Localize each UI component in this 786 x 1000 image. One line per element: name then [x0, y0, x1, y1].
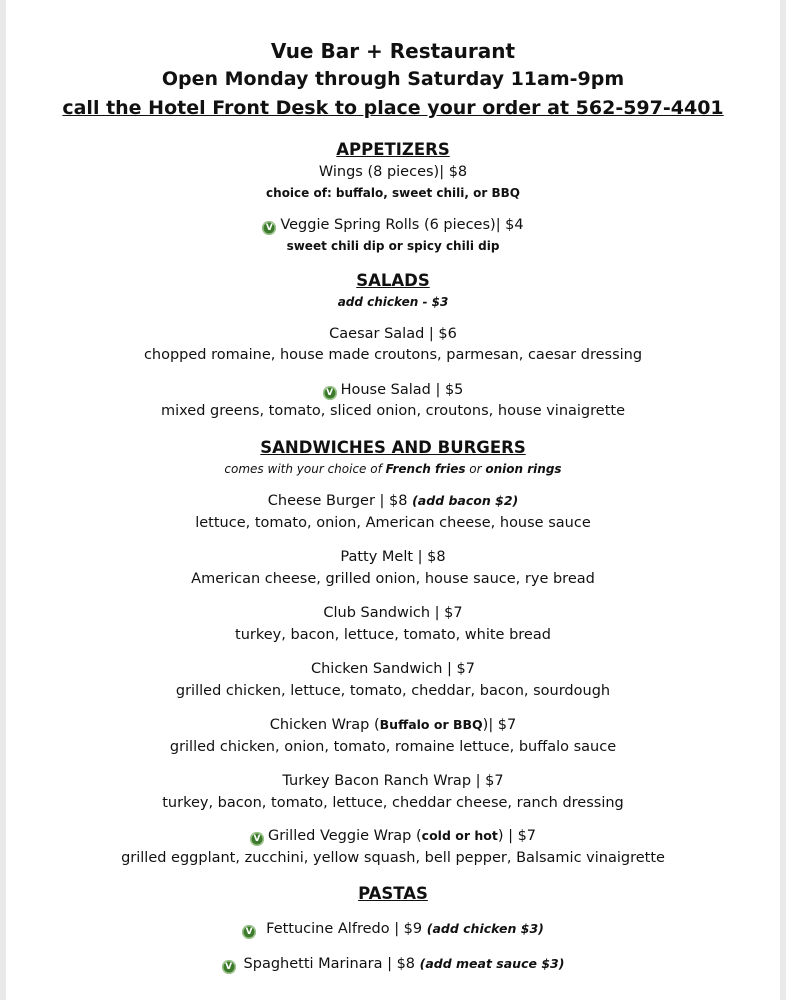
menu-page	[6, 0, 780, 1000]
item-name: Cheese Burger | $8	[267, 493, 413, 509]
item-grilled-veggie-wrap-desc: grilled eggplant, zucchini, yellow squash, bell pepper, Balsamic vinaigrette	[121, 850, 665, 866]
veggie-leaf-icon: V	[323, 386, 337, 400]
item-name: House Salad | $5	[340, 382, 464, 398]
order-phone-line: call the Hotel Front Desk to place your order at 562-597-4401	[62, 97, 724, 119]
item-veggie-spring-rolls	[6, 218, 780, 235]
restaurant-title: Vue Bar + Restaurant	[270, 39, 516, 63]
item-modifier: (add meat sauce $3)	[419, 956, 565, 971]
item-fettucine-alfredo	[6, 922, 780, 939]
section-heading-pastas: PASTAS	[358, 884, 428, 903]
veggie-leaf-icon: V	[250, 832, 264, 846]
note-text: or	[465, 462, 486, 476]
item-cheese-burger-desc: lettuce, tomato, onion, American cheese, house sauce	[195, 515, 591, 531]
veggie-leaf-icon: V	[242, 925, 256, 939]
item-price: )| $7	[482, 717, 517, 733]
note-option-onion-rings: onion rings	[485, 462, 562, 476]
item-spaghetti-marinara	[6, 957, 780, 974]
item-chicken-wrap-desc: grilled chicken, onion, tomato, romaine lettuce, buffalo sauce	[169, 739, 617, 755]
item-turkey-bacon-ranch-wrap: Turkey Bacon Ranch Wrap | $7	[282, 773, 504, 789]
item-cheese-burger	[6, 494, 780, 509]
note-option-fries: French fries	[385, 462, 466, 476]
item-modifier: (add chicken $3)	[426, 921, 544, 936]
item-grilled-veggie-wrap	[6, 829, 780, 846]
item-house-salad-desc: mixed greens, tomato, sliced onion, croutons, house vinaigrette	[160, 403, 625, 419]
veggie-leaf-icon: V	[222, 960, 236, 974]
item-modifier: cold or hot	[421, 828, 498, 843]
item-house-salad	[6, 383, 780, 400]
salads-note: add chicken - $3	[337, 295, 449, 309]
item-chicken-sandwich: Chicken Sandwich | $7	[310, 661, 475, 677]
item-modifier: (add bacon $2)	[412, 493, 519, 508]
item-name: Spaghetti Marinara | $8	[243, 956, 420, 972]
item-patty-melt-desc: American cheese, grilled onion, house sauce, rye bread	[191, 571, 595, 587]
item-club-sandwich-desc: turkey, bacon, lettuce, tomato, white bread	[235, 627, 551, 643]
item-wings-options: choice of: buffalo, sweet chili, or BBQ	[266, 186, 520, 200]
section-heading-sandwiches: SANDWICHES AND BURGERS	[260, 438, 526, 457]
note-text: comes with your choice of	[224, 462, 386, 476]
item-name: Chicken Wrap (	[269, 717, 380, 733]
item-caesar-salad-desc: chopped romaine, house made croutons, parmesan, caesar dressing	[143, 347, 643, 363]
item-name: Grilled Veggie Wrap (	[267, 828, 422, 844]
item-price: ) | $7	[497, 828, 537, 844]
sandwiches-note	[6, 463, 780, 475]
item-turkey-bacon-ranch-wrap-desc: turkey, bacon, tomato, lettuce, cheddar cheese, ranch dressing	[162, 795, 624, 811]
item-wings: Wings (8 pieces)| $8	[318, 164, 468, 180]
item-caesar-salad: Caesar Salad | $6	[329, 326, 457, 342]
veggie-leaf-icon: V	[262, 221, 276, 235]
item-name: Fettucine Alfredo | $9	[266, 921, 427, 937]
section-heading-salads: SALADS	[356, 271, 430, 290]
item-veggie-spring-rolls-options: sweet chili dip or spicy chili dip	[286, 239, 500, 253]
item-modifier: Buffalo or BBQ	[379, 717, 483, 732]
item-chicken-wrap	[6, 718, 780, 733]
item-club-sandwich: Club Sandwich | $7	[323, 605, 463, 621]
item-name: Veggie Spring Rolls (6 pieces)| $4	[280, 217, 524, 233]
item-patty-melt: Patty Melt | $8	[340, 549, 446, 565]
item-chicken-sandwich-desc: grilled chicken, lettuce, tomato, cheddar, bacon, sourdough	[175, 683, 611, 699]
opening-hours: Open Monday through Saturday 11am-9pm	[161, 68, 625, 90]
section-heading-appetizers: APPETIZERS	[336, 140, 450, 159]
